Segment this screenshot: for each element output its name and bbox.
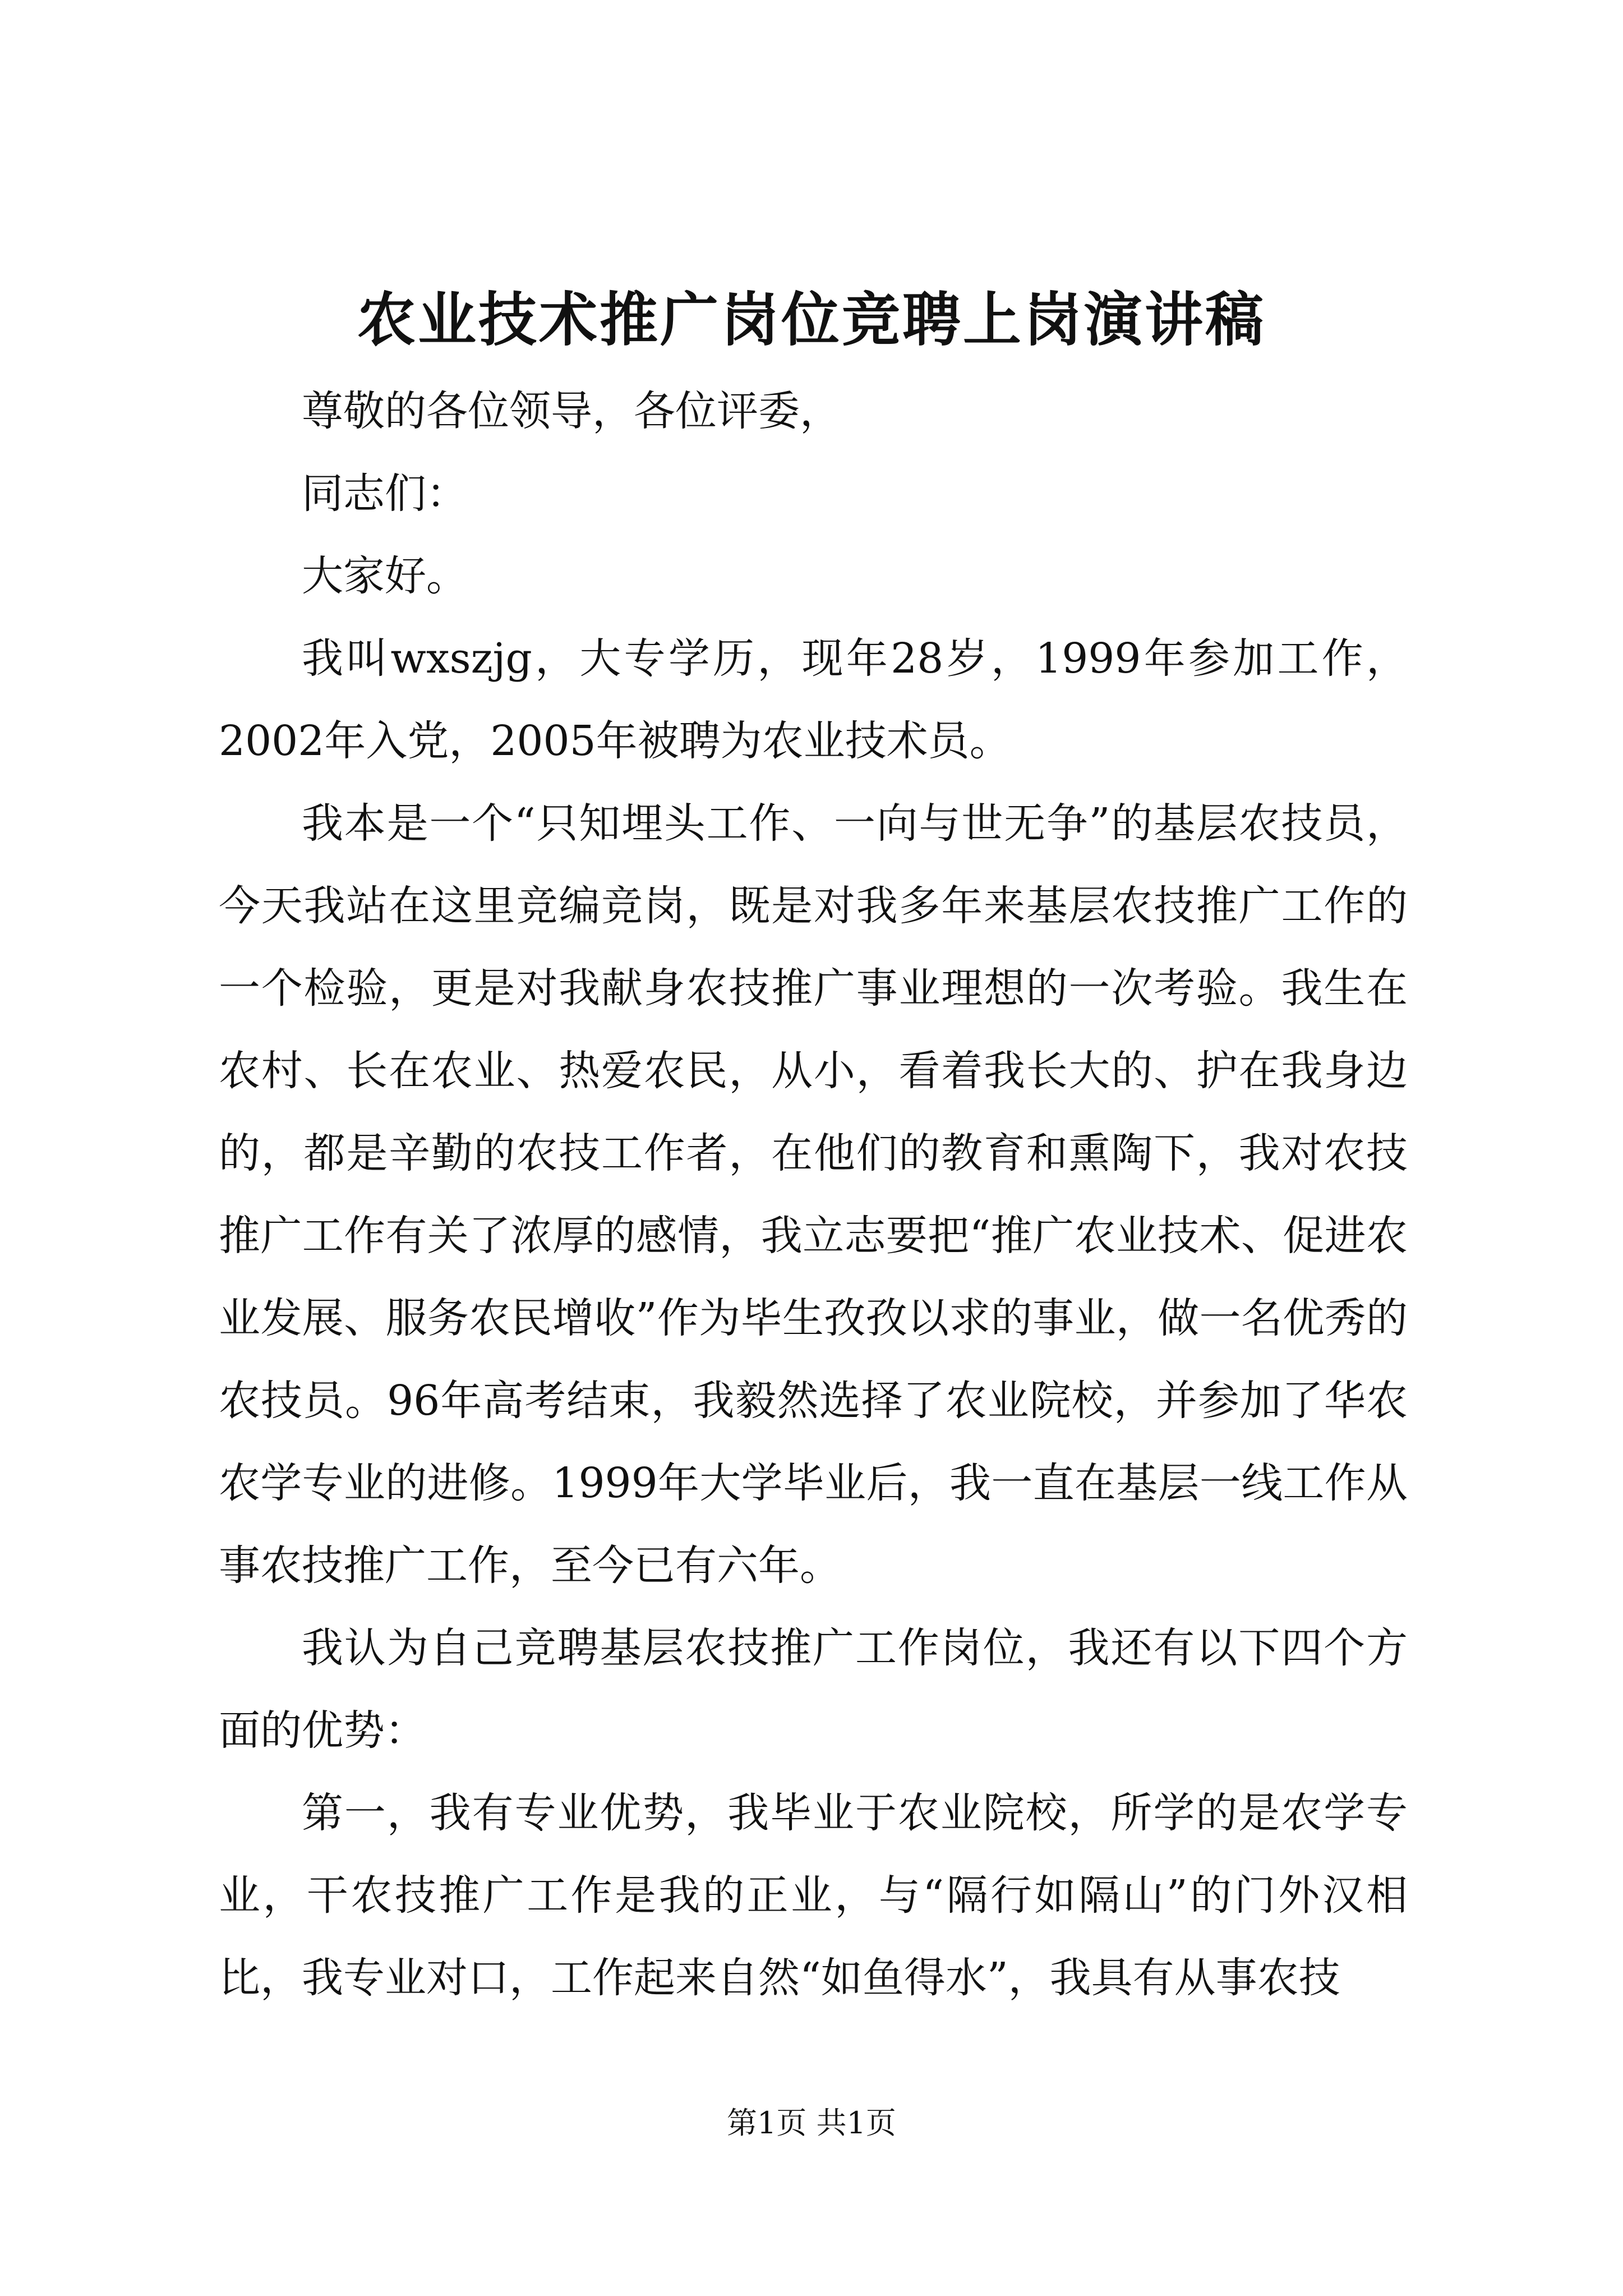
page-footer: 第1页 共1页 bbox=[727, 2105, 896, 2141]
paragraph-salutation: 尊敬的各位领导，各位评委， bbox=[302, 387, 841, 435]
paragraph-comrades: 同志们： bbox=[302, 470, 468, 518]
paragraph-advantages-intro: 我认为自己竞聘基层农技推广工作岗位，我还有以下四个方面的优势： bbox=[219, 1624, 1408, 1755]
paragraph-first-advantage: 第一，我有专业优势，我毕业于农业院校，所学的是农学专业，干农技推广工作是我的正业，与“隔行如隔山”的门外汉相比，我专业对口，工作起来自然“如鱼得水”，我具有从事农技 bbox=[219, 1789, 1408, 2002]
document-body bbox=[219, 370, 1408, 2019]
document-title: 农业技术推广岗位竞聘上岗演讲稿 bbox=[357, 285, 1266, 354]
paragraph-introduction: 我叫wxszjg，大专学历，现年28岁，1999年参加工作，2002年入党，2005年被聘为农业技术员。 bbox=[219, 634, 1408, 765]
paragraph-background: 我本是一个“只知埋头工作、一向与世无争”的基层农技员，今天我站在这里竞编竞岗，既是对我多年来基层农技推广工作的一个检验，更是对我献身农技推广事业理想的一次考验。我生在农村、长在农业、热爱农民，从小，看着我长大的、护在我身边的，都是辛勤的农技工作者，在他们的教育和熏陶下，我对农技推广工作有关了浓厚的感情，我立志要把“推广农业技术、促进农业发展、服务农民增收”作为毕生孜孜以求的事业，做一名优秀的农技员。96年高考结束，我毅然选择了农业院校，并参加了华农农学专业的进修。1999年大学毕业后，我一直在基层一线工作从事农技推广工作，至今已有六年。 bbox=[219, 799, 1408, 1590]
paragraph-greeting: 大家好。 bbox=[302, 552, 468, 600]
